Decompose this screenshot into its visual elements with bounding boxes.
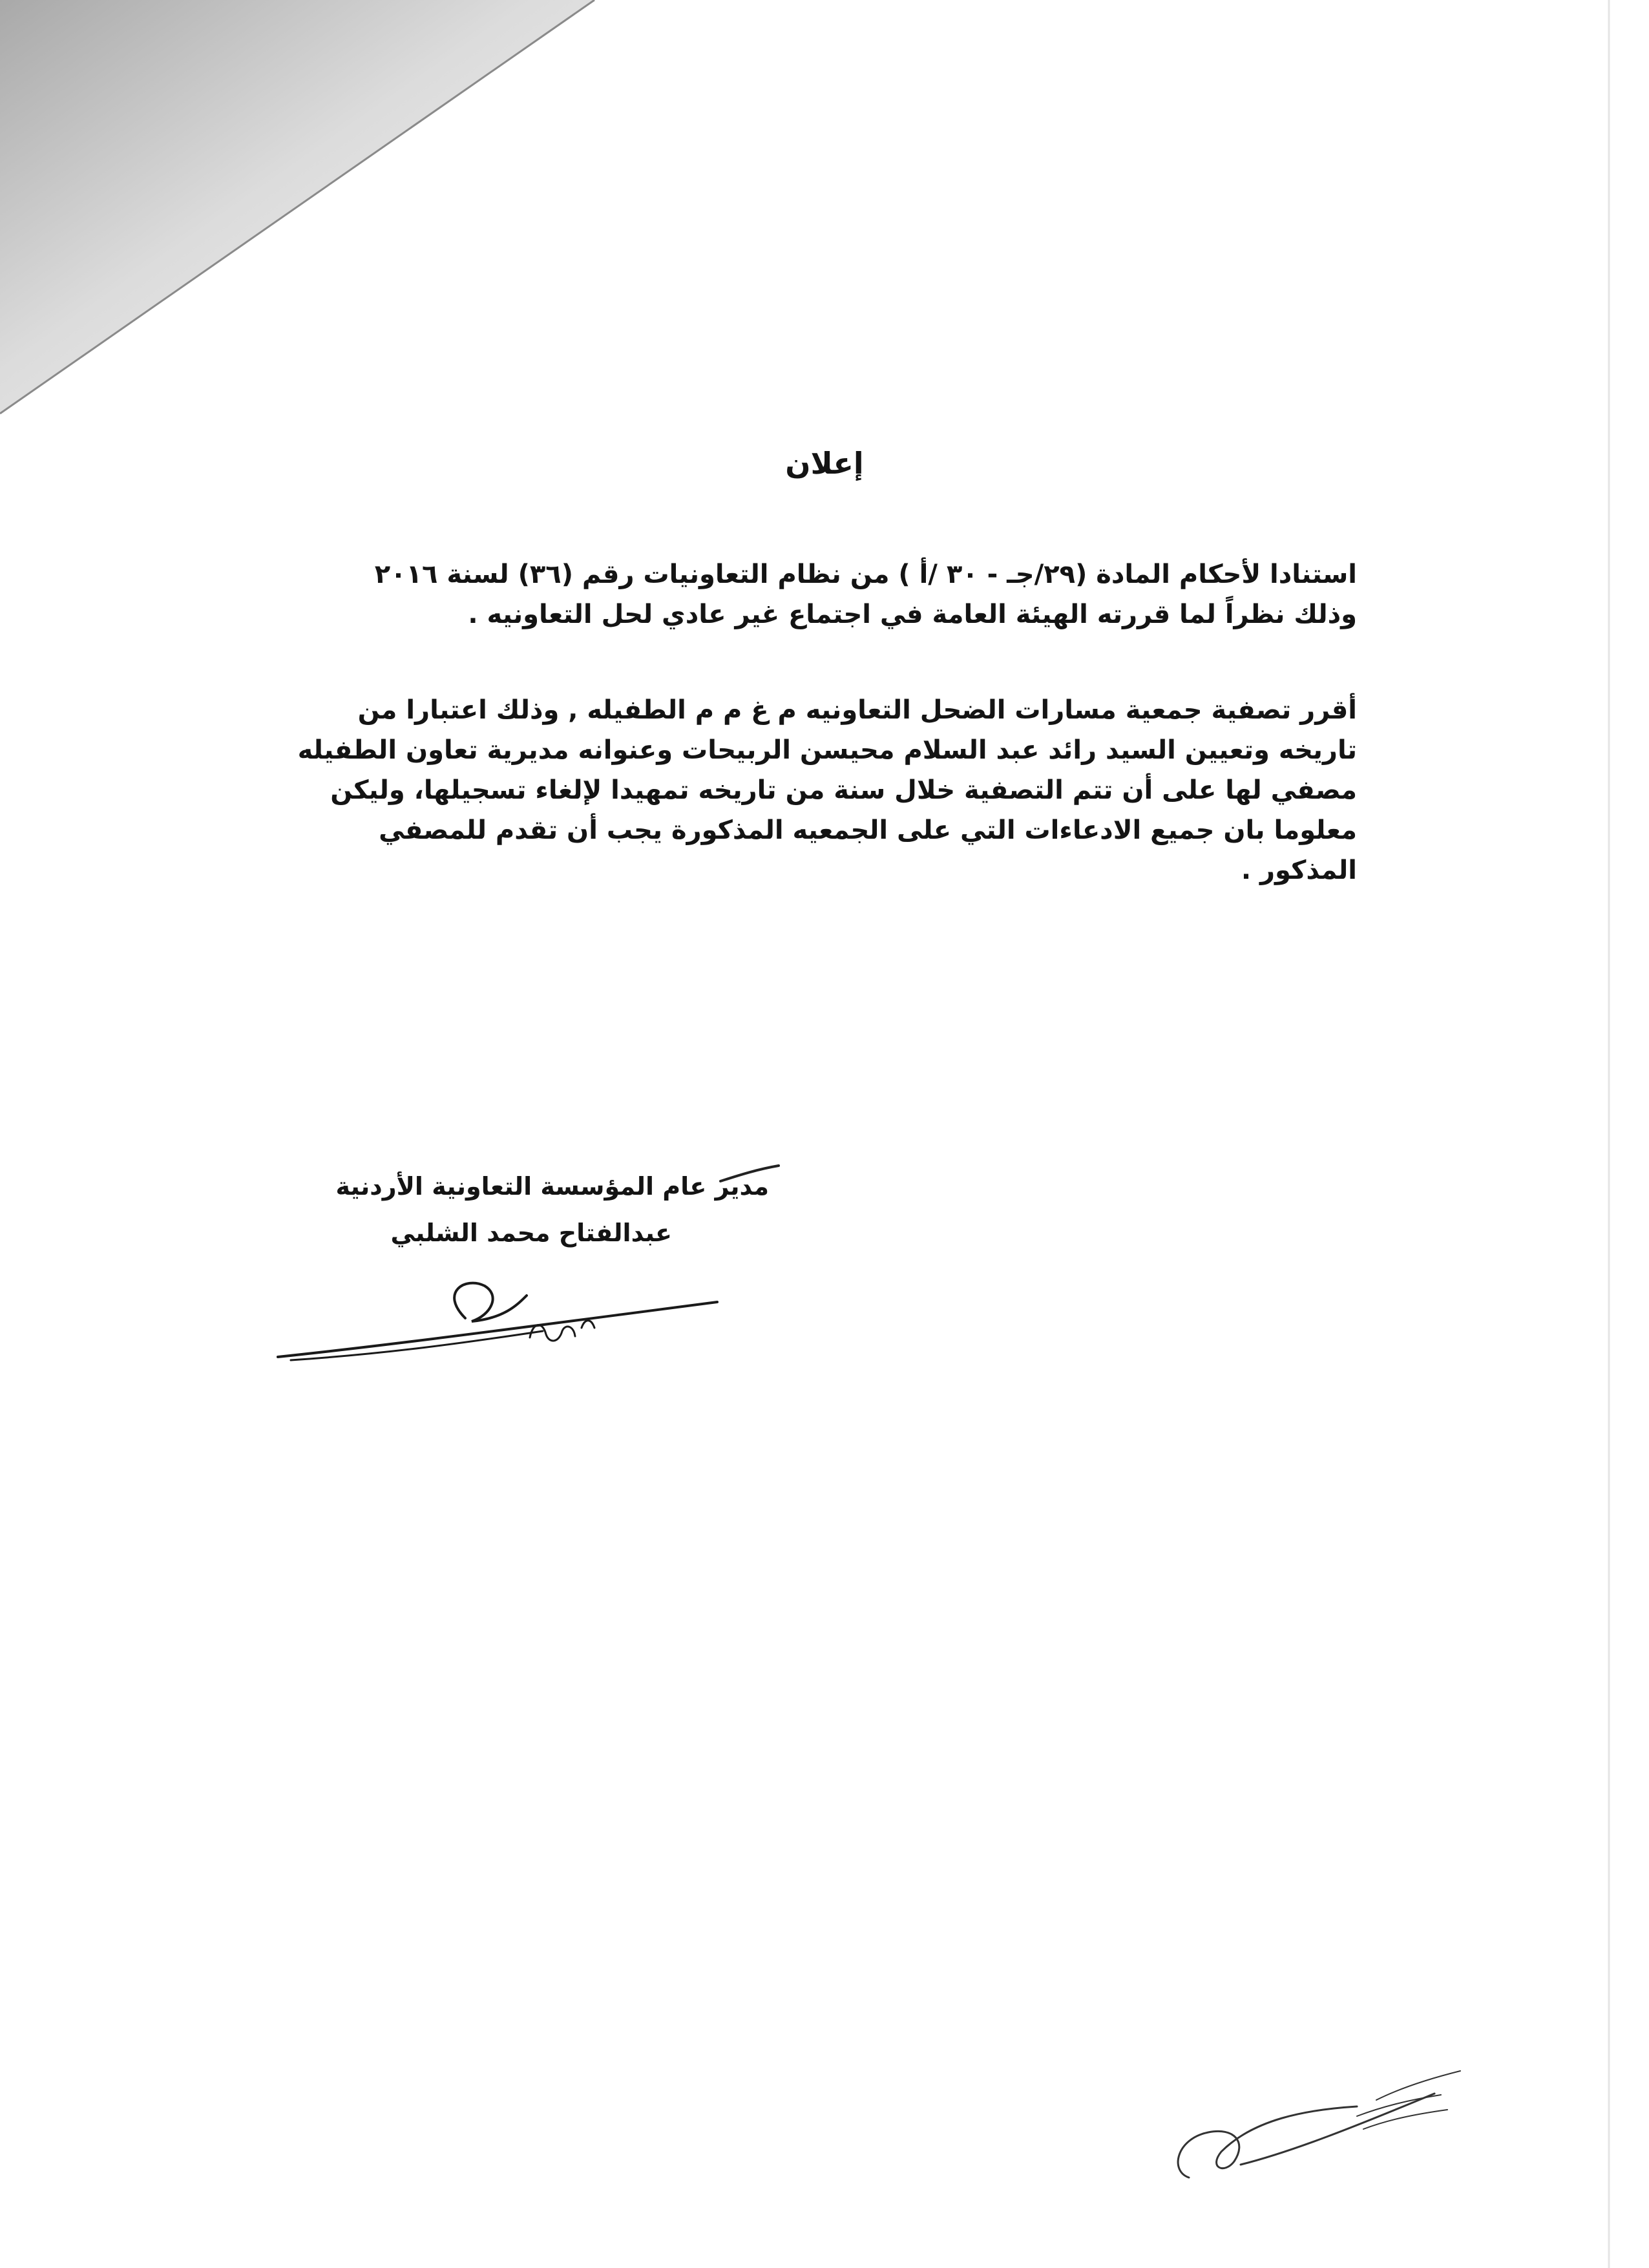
paragraph-line: معلوما بان جميع الادعاءات التي على الجمعيه المذكورة يجب أن تقدم للمصفي	[379, 815, 1357, 845]
paragraph-line: أقرر تصفية جمعية مسارات الضحل التعاونيه م غ م م الطفيله , وذلك اعتبارا من	[357, 695, 1357, 725]
liquidation-decision-paragraph	[271, 690, 1357, 890]
handwritten-signature	[271, 1266, 724, 1370]
legal-basis-paragraph	[271, 554, 1357, 635]
paragraph-line: تاريخه وتعيين السيد رائد عبد السلام محيسن الربيحات وعنوانه مديرية تعاون الطفيله	[297, 735, 1357, 765]
initials-signature	[1163, 2055, 1499, 2197]
signatory-name: عبدالفتاح محمد الشلبي	[390, 1219, 672, 1247]
signatory-position: مدير عام المؤسسة التعاونية الأردنية	[335, 1172, 769, 1201]
announcement-title: إعلان	[785, 446, 864, 481]
paragraph-line: استنادا لأحكام المادة (٢٩/جـ - ٣٠ /أ ) من نظام التعاونيات رقم (٣٦) لسنة ٢٠١٦	[374, 560, 1357, 589]
paragraph-line: وذلك نظراً لما قررته الهيئة العامة في اجتماع غير عادي لحل التعاونيه .	[468, 600, 1357, 629]
paragraph-line: مصفي لها على أن تتم التصفية خلال سنة من تاريخه تمهيدا لإلغاء تسجيلها، وليكن	[330, 775, 1357, 805]
signatory-block	[278, 1163, 769, 1256]
paragraph-line: المذكور .	[1241, 856, 1357, 885]
signature-tick	[717, 1163, 782, 1189]
